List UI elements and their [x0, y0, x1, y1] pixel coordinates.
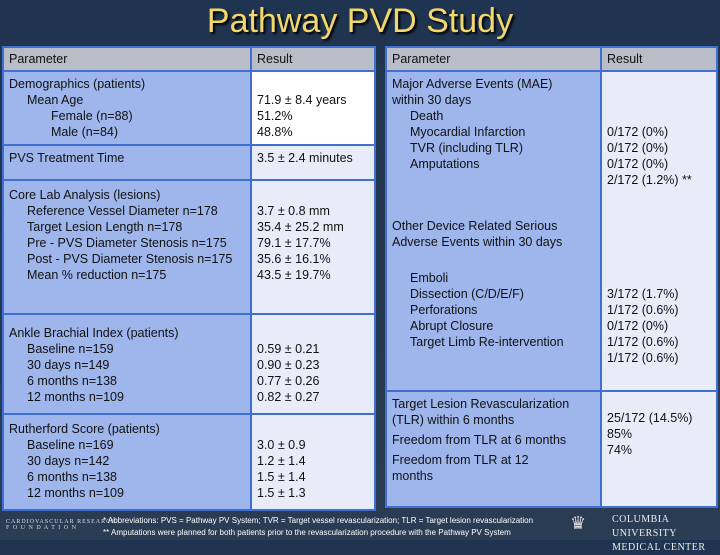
other-result: 1/172 (0.6%) [607, 335, 679, 349]
other-result: 0/172 (0%) [607, 319, 669, 333]
result-cell [251, 145, 375, 180]
result-line: 0.77 ± 0.26 [257, 374, 320, 388]
mae-item: TVR (including TLR) [410, 141, 524, 155]
table-row [3, 180, 375, 314]
parameter-cell [3, 180, 251, 314]
mae-result: 2/172 (1.2%) ** [607, 173, 692, 187]
result-line: 3.5 ± 2.4 minutes [257, 151, 353, 165]
parameter-line: Mean % reduction n=175 [27, 268, 167, 282]
result-line: 3.0 ± 0.9 [257, 438, 306, 452]
parameter-line: Female (n=88) [51, 109, 133, 123]
parameter-line: Baseline n=169 [27, 438, 114, 452]
footer [0, 505, 720, 553]
other-item: Emboli [410, 271, 449, 285]
result-line [257, 421, 369, 437]
header-result: Result [601, 47, 717, 71]
slide-title: Pathway PVD Study [206, 2, 514, 40]
parameter-line: 6 months n=138 [27, 470, 117, 484]
mae-title: within 30 days [392, 93, 472, 107]
result-line: 3.7 ± 0.8 mm [257, 204, 330, 218]
parameter-line: Pre - PVS Diameter Stenosis n=175 [27, 236, 227, 250]
parameter-line: Demographics (patients) [9, 77, 146, 91]
table-row [386, 391, 717, 507]
parameter-line: 6 months n=138 [27, 374, 117, 388]
result-line: 1.5 ± 1.3 [257, 486, 306, 500]
header-parameter: Parameter [3, 47, 251, 71]
mae-item: Death [410, 109, 444, 123]
mae-result: 0/172 (0%) [607, 141, 669, 155]
table-header [3, 47, 375, 71]
result-cell [251, 314, 375, 414]
result-line: 79.1 ± 17.7% [257, 236, 331, 250]
table-row [3, 145, 375, 180]
result-line: 71.9 ± 8.4 years [257, 93, 347, 107]
result-line: 0.59 ± 0.21 [257, 342, 320, 356]
result-line [257, 187, 369, 203]
result-line: 0.82 ± 0.27 [257, 390, 320, 404]
result-line: 43.5 ± 19.7% [257, 268, 331, 282]
mae-result: 0/172 (0%) [607, 125, 669, 139]
mae-item: Myocardial Infarction [410, 125, 526, 139]
other-result: 3/172 (1.7%) [607, 287, 679, 301]
adverse-events-results [601, 71, 717, 391]
result-line: 48.8% [257, 125, 293, 139]
result-line: 1.5 ± 1.4 [257, 470, 306, 484]
mae-result: 0/172 (0%) [607, 157, 669, 171]
parameter-line: PVS Treatment Time [9, 151, 125, 165]
parameter-cell [3, 145, 251, 180]
parameter-cell [3, 71, 251, 145]
columbia-logo: COLUMBIA UNIVERSITY MEDICAL CENTER [612, 514, 706, 553]
other-item: Dissection (C/D/E/F) [410, 287, 524, 301]
result-cell [251, 180, 375, 314]
parameter-line: 12 months n=109 [27, 486, 124, 500]
left-table [2, 46, 376, 511]
other-result: 1/172 (0.6%) [607, 351, 679, 365]
parameter-line: Baseline n=159 [27, 342, 114, 356]
parameter-line: 12 months n=109 [27, 390, 124, 404]
result-line: 35.6 ± 16.1% [257, 252, 331, 266]
parameter-line: 30 days n=149 [27, 358, 110, 372]
header-parameter: Parameter [386, 47, 601, 71]
parameter-cell [3, 414, 251, 510]
mae-item: Amputations [410, 157, 480, 171]
other-item: Target Limb Re-intervention [410, 335, 564, 349]
table-row [3, 71, 375, 145]
crf-logo: CARDIOVASCULAR RESEARCH F O U N D A T I O N [6, 519, 117, 531]
result-cell [251, 71, 375, 145]
other-title: Adverse Events within 30 days [392, 235, 563, 249]
tlr-params: Target Lesion Revascularization (TLR) within 6 months Freedom from TLR at 6 months Freedom from TLR at 12 months [386, 391, 601, 507]
other-result: 1/172 (0.6%) [607, 303, 679, 317]
crown-icon: ♛ [570, 513, 587, 533]
result-line [257, 76, 369, 92]
adverse-events-params [386, 71, 601, 391]
other-title: Other Device Related Serious [392, 219, 558, 233]
right-table [385, 46, 718, 508]
result-line: 0.90 ± 0.23 [257, 358, 320, 372]
parameter-line: Rutherford Score (patients) [9, 422, 160, 436]
parameter-line: Ankle Brachial Index (patients) [9, 326, 179, 340]
tlr-results: 25/172 (14.5%) 85% 74% [601, 391, 717, 507]
footnotes: * Abbreviations: PVS = Pathway PV System; TVR = Target vessel revascularization; TLR = Target lesion revascularization ** Amputations were planned for both patients prior to the revascularization procedure with the Pathway PV System [103, 516, 534, 537]
result-line: 1.2 ± 1.4 [257, 454, 306, 468]
other-item: Perforations [410, 303, 478, 317]
result-line: 51.2% [257, 109, 293, 123]
parameter-line: Core Lab Analysis (lesions) [9, 188, 161, 202]
parameter-line: 30 days n=142 [27, 454, 110, 468]
parameter-cell [3, 314, 251, 414]
table-row [386, 71, 717, 391]
result-line: 35.4 ± 25.2 mm [257, 220, 344, 234]
table-row [3, 314, 375, 414]
result-line [257, 325, 369, 341]
table-row [3, 414, 375, 510]
parameter-line: Mean Age [27, 93, 84, 107]
header-result: Result [251, 47, 375, 71]
mae-title: Major Adverse Events (MAE) [392, 77, 553, 91]
other-item: Abrupt Closure [410, 319, 494, 333]
parameter-line: Reference Vessel Diameter n=178 [27, 204, 218, 218]
parameter-line: Post - PVS Diameter Stenosis n=175 [27, 252, 233, 266]
parameter-line: Target Lesion Length n=178 [27, 220, 183, 234]
parameter-line: Male (n=84) [51, 125, 119, 139]
result-cell [251, 414, 375, 510]
